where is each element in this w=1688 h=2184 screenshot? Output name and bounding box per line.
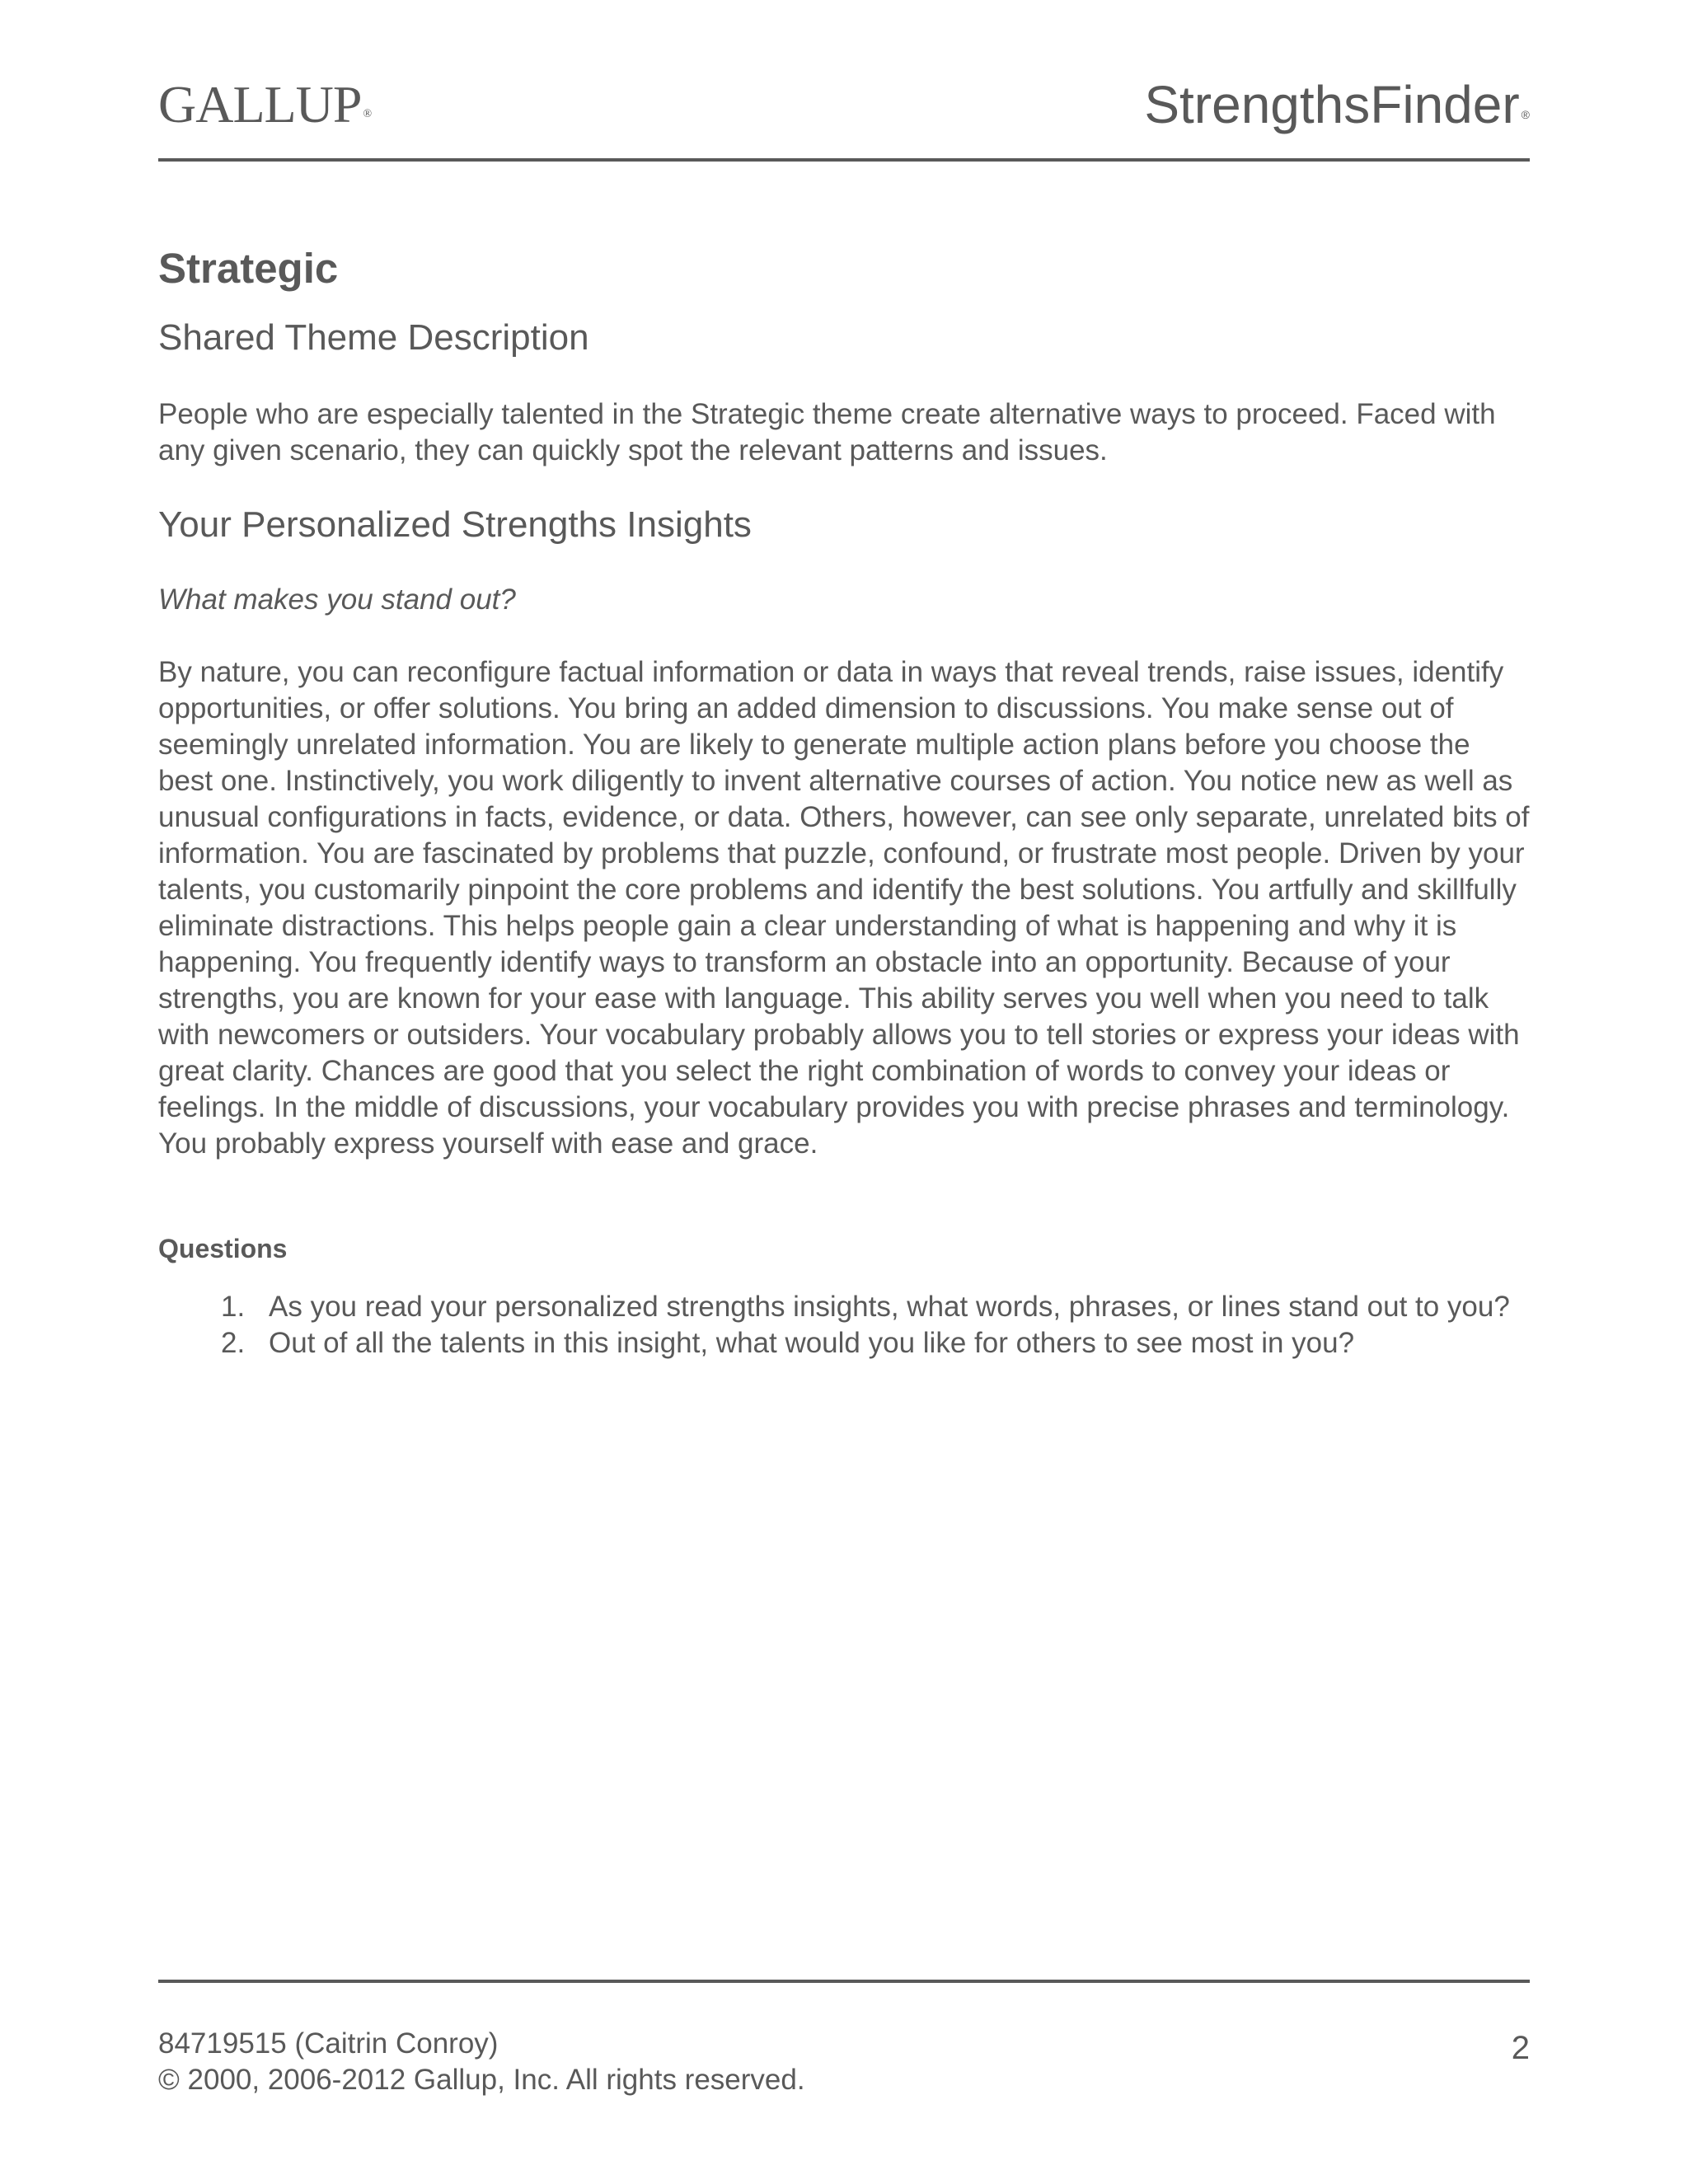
insights-body: By nature, you can reconfigure factual information or data in ways that reveal trends, raise issues, identify opportunities, or offer solutions. You bring an added dimension to discussions. You make sense out of seemingly unrelated information. You are likely to generate multiple action plans before you choose the best one. Instinctively, you work diligently to invent alternative courses of action. You notice new as well as unusual configurations in facts, evidence, or data. Others, however, can see only separate, unrelated bits of information. You are fascinated by problems that puzzle, confound, or frustrate most people. Driven by your talents, you customarily pinpoint the core problems and identify the best solutions. You artfully and skillfully eliminate distractions. This helps people gain a clear understanding of what is happening and why it is happening. You frequently identify ways to transform an obstacle into an opportunity. Because of your strengths, you are known for your ease with language. This ability serves you well when you need to talk with newcomers or outsiders. Your vocabulary probably allows you to tell stories or express your ideas with great clarity. Chances are good that you select the right combination of words to convey your ideas or feelings. In the middle of discussions, your vocabulary provides you with precise phrases and terminology. You probably express yourself with ease and grace. bbox=[158, 656, 1530, 1160]
footer-info bbox=[158, 2026, 805, 2098]
footer-copyright: © 2000, 2006-2012 Gallup, Inc. All rights reserved. bbox=[158, 2064, 805, 2096]
footer-divider bbox=[158, 1980, 1530, 1983]
page-number: 2 bbox=[1511, 2030, 1530, 2066]
logo-registered-mark: ® bbox=[363, 108, 372, 120]
questions-list bbox=[158, 1289, 1530, 1361]
shared-theme-description: People who are especially talented in the Strategic theme create alternative ways to proceed. Faced with any given scenario, they can quickly spot the relevant patterns and issues. bbox=[158, 398, 1496, 466]
question-number: 1. bbox=[221, 1291, 246, 1323]
question-item bbox=[158, 1289, 1530, 1325]
gallup-logo bbox=[158, 76, 371, 134]
logo-text: GALLUP bbox=[158, 75, 362, 134]
page-header bbox=[158, 76, 1530, 134]
document-page bbox=[158, 0, 1530, 2184]
shared-theme-heading: Shared Theme Description bbox=[158, 317, 589, 358]
questions-label: Questions bbox=[158, 1234, 288, 1263]
question-number: 2. bbox=[221, 1327, 246, 1359]
theme-title: Strategic bbox=[158, 245, 339, 292]
product-name-text: StrengthsFinder bbox=[1144, 75, 1520, 134]
product-registered-mark: ® bbox=[1521, 108, 1530, 121]
insights-heading: Your Personalized Strengths Insights bbox=[158, 504, 752, 545]
question-text: Out of all the talents in this insight, what would you like for others to see most in you? bbox=[269, 1327, 1355, 1359]
header-divider bbox=[158, 158, 1530, 162]
footer-id-line: 84719515 (Caitrin Conroy) bbox=[158, 2027, 499, 2060]
question-text: As you read your personalized strengths insights, what words, phrases, or lines stand out to you? bbox=[269, 1291, 1510, 1323]
question-item bbox=[158, 1325, 1530, 1361]
product-name bbox=[1144, 76, 1530, 134]
insights-prompt: What makes you stand out? bbox=[158, 583, 516, 616]
